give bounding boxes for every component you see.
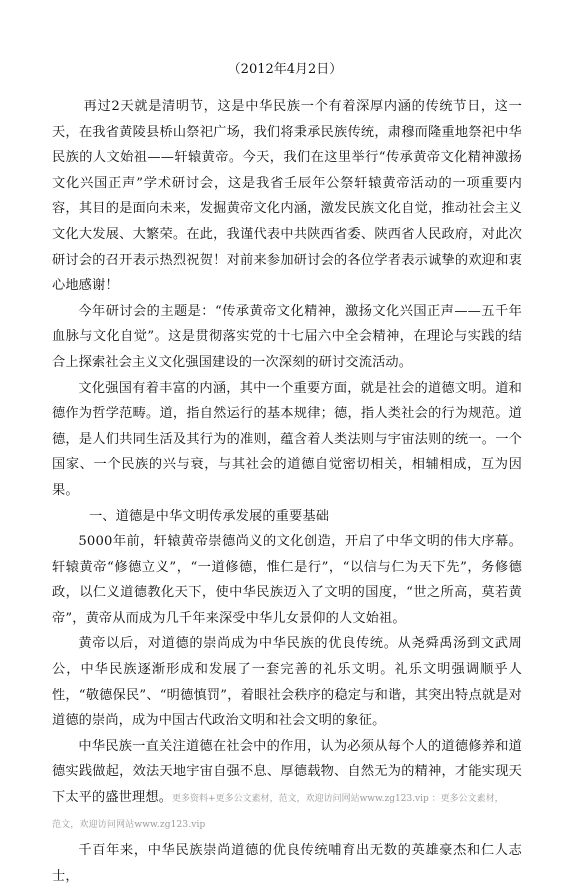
- watermark-line: 范文，欢迎访问网站www.zg123.vip: [52, 819, 206, 830]
- paragraph-moral-practice-text: 中华民族一直关注道德在社会中的作用，认为必须从每个人的道德修养和道德实践做起，效法天地宇宙自强不息、厚德载物、自然无为的精神，才能实现天下太平的盛世理想。: [52, 738, 522, 806]
- paragraph-moral-practice: [52, 734, 522, 813]
- speech-date: （2012年4月2日）: [227, 62, 343, 77]
- document-body: [52, 94, 522, 889]
- watermark-inline: 更多资料+更多公文素材，范文，欢迎访问网站www.zg123.vip ：更多公文素材，: [172, 794, 504, 805]
- paragraph-cultural-power: 文化强国有着丰富的内涵，其中一个重要方面，就是社会的道德文明。道和德作为哲学范畴。道，指自然运行的基本规律；德，指人类社会的行为规范。道德，是人们共同生活及其行为的准则，蕴含着人类法则与宇宙法则的统一。一个国家、一个民族的兴与衰，与其社会的道德自觉密切相关，相辅相成，互为因果。: [52, 380, 522, 498]
- section-heading: 一、道德是中华文明传承发展的重要基础: [88, 508, 330, 524]
- paragraph-yellow-emperor: 5000年前，轩辕黄帝崇德尚义的文化创造，开启了中华文明的伟大序幕。轩辕黄帝“修德立义”，“一道修德，惟仁是行”，“以信与仁为天下先”，务修德政，以仁义道德教化天下，使中华民族迈入了文明的国度，“世之所高，莫若黄帝”，黄帝从而成为几千年来深受中华儿女景仰的人文始祖。: [52, 534, 522, 626]
- paragraph-opening: 再过2天就是清明节，这是中华民族一个有着深厚内涵的传统节日，这一天，在我省黄陵县桥山祭祀广场，我们将秉承民族传统，肃穆而隆重地祭祀中华民族的人文始祖——轩辕黄帝。今天，我们在这里举行“传承黄帝文化精神激扬文化兴国正声”学术研讨会，这是我省壬辰年公祭轩辕黄帝活动的一项重要内容，其目的是面向未来，发掘黄帝文化内涵，激发民族文化自觉，推动社会主义文化大发展、大繁荣。在此，我谨代表中共陕西省委、陕西省人民政府，对此次研讨会的召开表示热烈祝贺！对前来参加研讨会的各位学者表示诚挚的欢迎和衷心地感谢！: [52, 99, 522, 294]
- paragraph-theme: 今年研讨会的主题是：“传承黄帝文化精神，激扬文化兴国正声——五千年血脉与文化自觉”。这是贯彻落实党的十七届六中全会精神，在理论与实践的结合上探索社会主义文化强国建设的一次深刻的研讨交流活动。: [52, 303, 522, 370]
- paragraph-heroes: 千百年来，中华民族崇尚道德的优良传统哺育出无数的英雄豪杰和仁人志士，: [52, 843, 522, 884]
- paragraph-ritual-culture: 黄帝以后，对道德的崇尚成为中华民族的优良传统。从尧舜禹汤到文武周公，中华民族逐渐形成和发展了一套完善的礼乐文明。礼乐文明强调顺乎人性，“敬德保民”、“明德慎罚”，着眼社会秩序的稳定与和谐，其突出特点就是对道德的崇尚，成为中国古代政治文明和社会文明的象征。: [52, 636, 522, 729]
